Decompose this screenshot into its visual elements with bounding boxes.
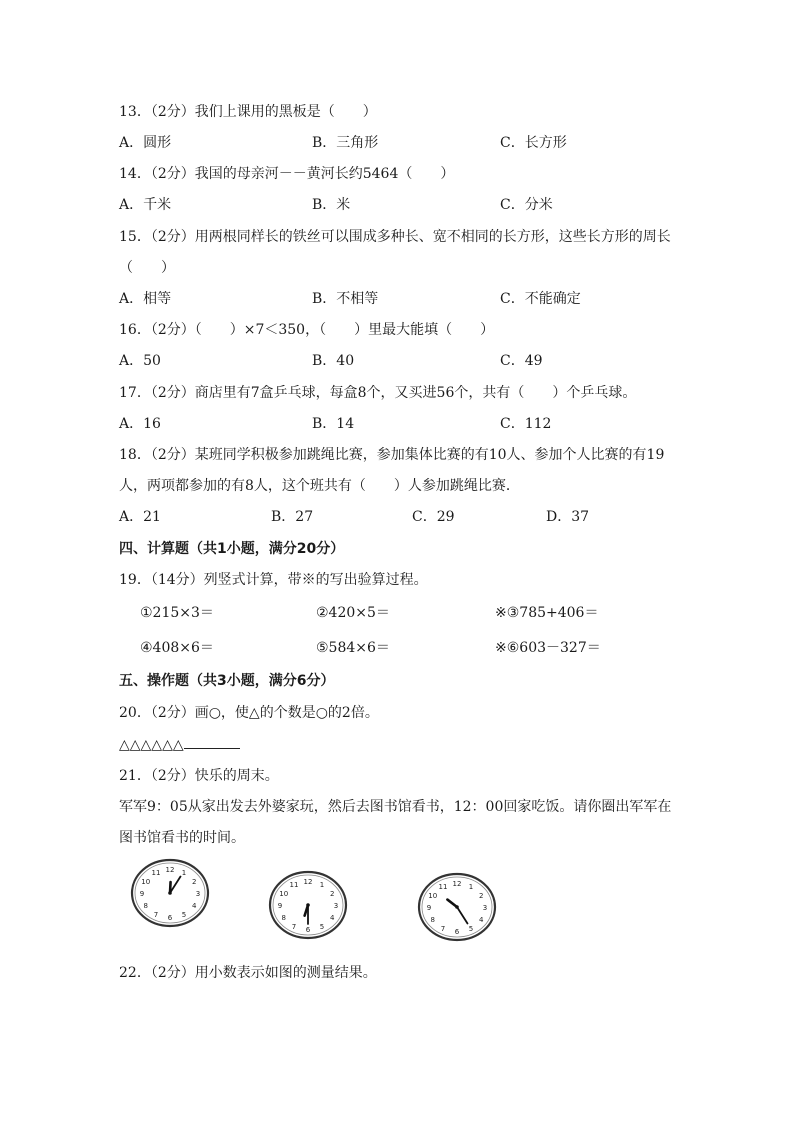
clock-number: 5 (468, 924, 474, 933)
q15-option-a[interactable]: A．相等 (119, 291, 172, 307)
clock-center (455, 905, 459, 909)
q15-stem-cont: （ ） (119, 260, 175, 276)
clock-number: 7 (291, 922, 297, 931)
q21-text-2: 图书馆看书的时间。 (119, 830, 245, 846)
clock-number: 7 (153, 910, 159, 919)
q20-triangles: △△△△△△ (119, 737, 184, 753)
clock-number: 11 (438, 883, 448, 892)
clock-number: 5 (181, 910, 187, 919)
q18-stem: 18．（2分）某班同学积极参加跳绳比赛，参加集体比赛的有10人、参加个人比赛的有19 (119, 447, 665, 463)
clock-3[interactable] (415, 870, 499, 944)
q16-option-a[interactable]: A．50 (119, 353, 161, 369)
clock-number: 1 (181, 869, 187, 878)
clock-2[interactable] (266, 868, 350, 942)
q19-stem: 19．（14分）列竖式计算，带※的写出验算过程。 (119, 572, 428, 588)
clock-number: 4 (479, 916, 484, 924)
section-5-heading: 五、操作题（共3小题，满分6分） (119, 673, 335, 689)
clock-number: 4 (192, 902, 197, 910)
clock-number: 10 (141, 878, 151, 886)
q19-item-1: ①215×3＝ (140, 605, 214, 621)
clock-number: 8 (281, 914, 286, 922)
clock-number: 3 (333, 902, 339, 910)
clock-number: 6 (305, 926, 311, 934)
clock-number: 6 (454, 928, 460, 936)
q18-option-a[interactable]: A．21 (119, 509, 161, 525)
clock-number: 11 (289, 881, 299, 890)
q21-stem: 21．（2分）快乐的周末。 (119, 768, 279, 784)
q18-option-d[interactable]: D．37 (546, 509, 590, 525)
q14-option-b[interactable]: B．米 (312, 197, 351, 213)
clock-number: 4 (330, 914, 335, 922)
q20-answer-blank[interactable] (184, 734, 240, 749)
q19-item-5: ⑤584×6＝ (316, 640, 390, 656)
q20-stem: 20．（2分）画○，使△的个数是○的2倍。 (119, 705, 379, 721)
q19-item-6: ※⑥603－327＝ (495, 640, 601, 656)
q18-option-b[interactable]: B．27 (271, 509, 314, 525)
clock-number: 12 (303, 878, 313, 886)
clock-number: 12 (452, 880, 462, 888)
q19-item-4: ④408×6＝ (140, 640, 214, 656)
q17-option-b[interactable]: B．14 (312, 416, 355, 432)
clock-number: 2 (192, 878, 197, 886)
clock-number: 12 (165, 866, 175, 874)
clock-number: 3 (195, 890, 201, 898)
clock-number: 9 (139, 890, 145, 898)
q13-stem: 13．（2分）我们上课用的黑板是（ ） (119, 104, 377, 120)
q18-option-c[interactable]: C．29 (412, 509, 455, 525)
clock-number: 9 (426, 904, 432, 912)
q16-stem: 16．（2分）（ ）×7＜350，（ ）里最大能填（ ） (119, 322, 495, 338)
clock-number: 9 (277, 902, 283, 910)
q18-stem-cont: 人，两项都参加的有8人，这个班共有（ ）人参加跳绳比赛． (119, 478, 520, 494)
q22-stem: 22．（2分）用小数表示如图的测量结果。 (119, 965, 377, 981)
clock-number: 6 (167, 914, 173, 922)
q17-stem: 17．（2分）商店里有7盒乒乓球，每盒8个，又买进56个，共有（ ）个乒乓球。 (119, 385, 637, 401)
clock-number: 10 (428, 892, 438, 900)
q16-option-b[interactable]: B．40 (312, 353, 355, 369)
clock-number: 1 (319, 881, 325, 890)
q13-option-c[interactable]: C．长方形 (500, 135, 567, 151)
q14-option-c[interactable]: C．分米 (500, 197, 553, 213)
q17-option-a[interactable]: A．16 (119, 416, 161, 432)
q15-option-c[interactable]: C．不能确定 (500, 291, 581, 307)
q21-text-1: 军军9：05从家出发去外婆家玩，然后去图书馆看书，12：00回家吃饭。请你圈出军军在 (119, 799, 672, 815)
q14-stem: 14．（2分）我国的母亲河－－黄河长约5464（ ） (119, 166, 455, 182)
q19-item-2: ②420×5＝ (316, 605, 390, 621)
clock-center (306, 903, 310, 907)
q15-option-b[interactable]: B．不相等 (312, 291, 379, 307)
clock-number: 5 (319, 922, 325, 931)
q17-option-c[interactable]: C．112 (500, 416, 552, 432)
clock-number: 2 (330, 890, 335, 898)
clock-number: 8 (143, 902, 148, 910)
clock-number: 1 (468, 883, 474, 892)
clock-number: 11 (151, 869, 161, 878)
q20-answer-line (119, 734, 240, 755)
q16-option-c[interactable]: C．49 (500, 353, 543, 369)
q15-stem: 15．（2分）用两根同样长的铁丝可以围成多种长、宽不相同的长方形，这些长方形的周长 (119, 229, 671, 245)
section-4-heading: 四、计算题（共1小题，满分20分） (119, 541, 345, 557)
q13-option-a[interactable]: A．圆形 (119, 135, 172, 151)
q14-option-a[interactable]: A．千米 (119, 197, 172, 213)
q13-option-b[interactable]: B．三角形 (312, 135, 379, 151)
clock-number: 10 (279, 890, 289, 898)
clock-center (168, 891, 172, 895)
clock-number: 2 (479, 892, 484, 900)
clock-1[interactable] (128, 856, 212, 930)
clock-number: 8 (430, 916, 435, 924)
clock-number: 3 (482, 904, 488, 912)
clock-number: 7 (440, 924, 446, 933)
q19-item-3: ※③785+406＝ (495, 605, 599, 621)
